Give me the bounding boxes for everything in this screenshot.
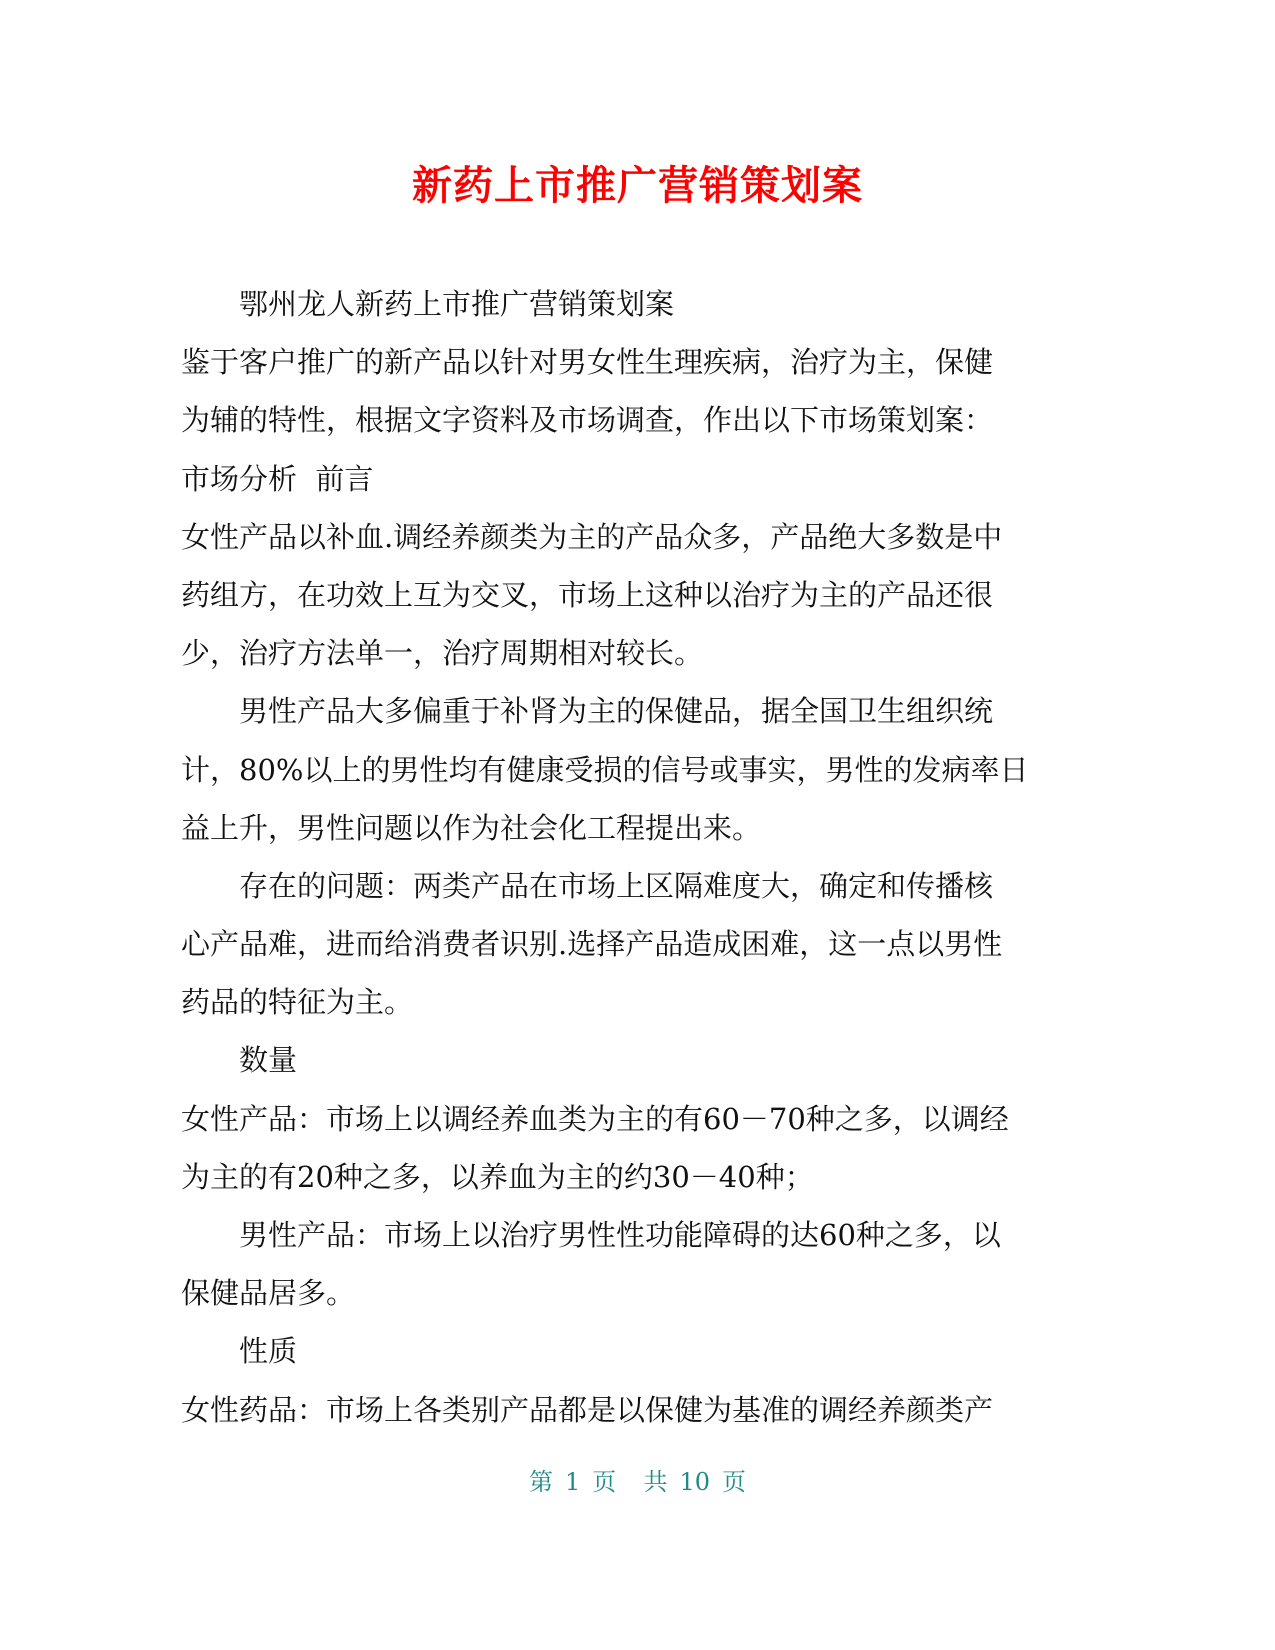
paragraph-line: 保健品居多。 xyxy=(181,1276,356,1311)
paragraph-line: 计，80%以上的男性均有健康受损的信号或事实，男性的发病率日 xyxy=(181,752,1029,787)
paragraph-line: 药组方，在功效上互为交叉，市场上这种以治疗为主的产品还很 xyxy=(181,577,994,612)
paragraph-line: 男性产品大多偏重于补肾为主的保健品，据全国卫生组织统 xyxy=(239,694,994,729)
footer-prefix: 第 xyxy=(528,1468,553,1496)
paragraph-line: 女性产品以补血.调经养颜类为主的产品众多，产品绝大多数是中 xyxy=(181,519,1003,554)
footer-page-number: 1 xyxy=(564,1468,581,1496)
paragraph-line: 少，治疗方法单一，治疗周期相对较长。 xyxy=(181,636,704,671)
paragraph-line: 女性产品：市场上以调经养血类为主的有60－70种之多，以调经 xyxy=(181,1101,1009,1136)
document-body xyxy=(181,275,1061,1439)
section-heading: 性质 xyxy=(239,1334,298,1369)
paragraph-line: 女性药品：市场上各类别产品都是以保健为基准的调经养颜类产 xyxy=(181,1392,994,1427)
page-footer xyxy=(0,1462,1275,1502)
paragraph-line: 存在的问题：两类产品在市场上区隔难度大，确定和传播核 xyxy=(239,868,994,903)
paragraph-line: 男性产品：市场上以治疗男性性功能障碍的达60种之多，以 xyxy=(239,1218,1001,1252)
paragraph-line: 鉴于客户推广的新产品以针对男女性生理疾病，治疗为主，保健 xyxy=(181,345,994,380)
paragraph-line: 为主的有20种之多，以养血为主的约30－40种； xyxy=(181,1159,814,1194)
paragraph-line: 为辅的特性，根据文字资料及市场调查，作出以下市场策划案： xyxy=(181,403,994,438)
section-heading: 市场分析 前言 xyxy=(181,461,374,496)
footer-middle: 页 共 xyxy=(592,1468,668,1496)
paragraph-line: 心产品难，进而给消费者识别.选择产品造成困难，这一点以男性 xyxy=(181,927,1003,962)
paragraph-line: 鄂州龙人新药上市推广营销策划案 xyxy=(239,287,675,321)
footer-suffix: 页 xyxy=(722,1468,747,1496)
paragraph-line: 益上升，男性问题以作为社会化工程提出来。 xyxy=(181,810,762,845)
document-title: 新药上市推广营销策划案 xyxy=(412,163,863,209)
footer-total-pages: 10 xyxy=(679,1468,711,1496)
section-heading: 数量 xyxy=(239,1043,298,1078)
paragraph-line: 药品的特征为主。 xyxy=(181,985,414,1020)
